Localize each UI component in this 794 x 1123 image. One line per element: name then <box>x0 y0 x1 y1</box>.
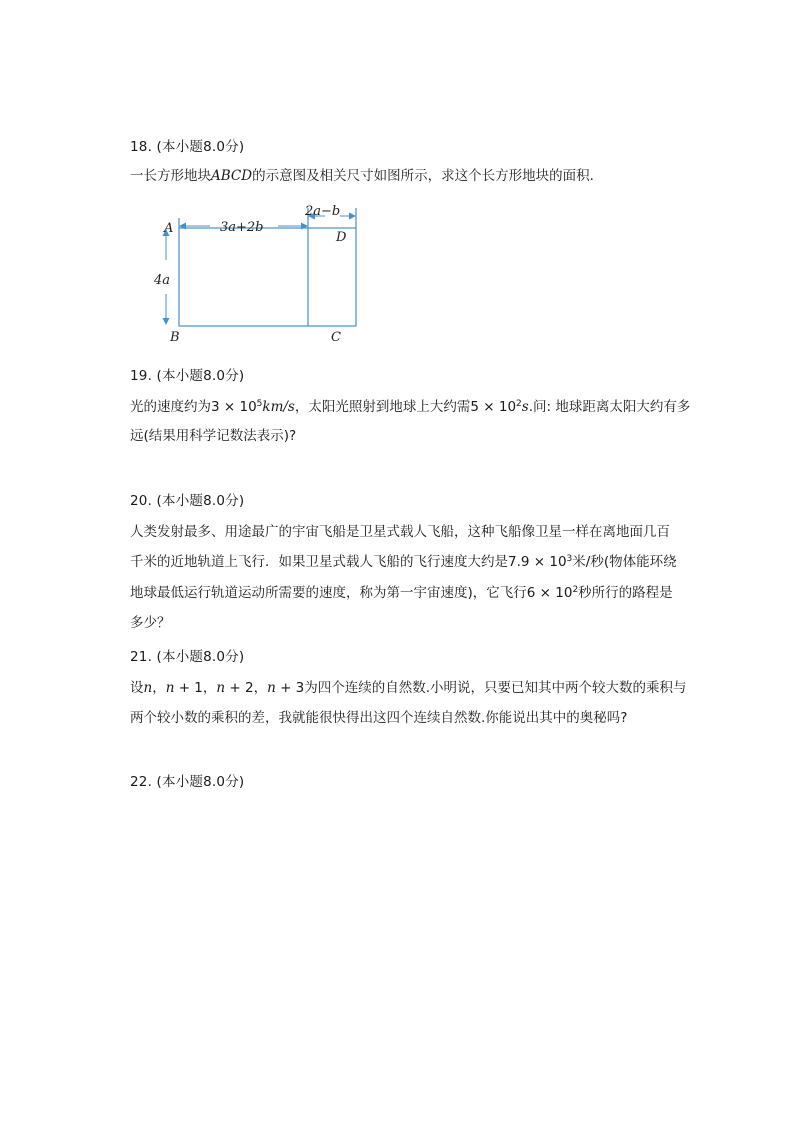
label-d: D <box>336 230 347 245</box>
q20-text-line3: 地球最低运行轨道运动所需要的速度，称为第一宇宙速度)，它飞行$6 \times 10^2$秒所行的路程是 <box>130 585 673 601</box>
q20-header: 20. (本小题8.0分) <box>130 493 245 509</box>
q20-text-line2: 千米的近地轨道上飞行．如果卫星式载人飞船的飞行速度大约是$7.9 \times 10^3$米/秒(物体能环绕 <box>130 554 677 570</box>
q19-header: 19. (本小题8.0分) <box>130 368 245 384</box>
q21-header: 21. (本小题8.0分) <box>130 649 245 665</box>
q22-header: 22. (本小题8.0分) <box>130 774 245 790</box>
dim-right-label: 2a−b <box>305 204 341 219</box>
q18-figure <box>150 200 380 345</box>
label-c: C <box>331 330 341 345</box>
label-b: B <box>170 330 180 345</box>
q21-text-line2: 两个较小数的乘积的差，我就能很快得出这四个连续自然数.你能说出其中的奥秘吗? <box>130 710 628 726</box>
q20-text-line1: 人类发射最多、用途最广的宇宙飞船是卫星式载人飞船，这种飞船像卫星一样在离地面几百 <box>130 524 670 540</box>
dim-top-label: 3a+2b <box>220 220 264 235</box>
q20-text-line4: 多少？ <box>130 615 171 631</box>
q21-text-line1: 设n，n + 1，n + 2，n + 3为四个连续的自然数.小明说，只要已知其中两个较大数的乘积与 <box>130 680 687 696</box>
q18-text: 一长方形地块ABCD的示意图及相关尺寸如图所示，求这个长方形地块的面积． <box>130 168 604 184</box>
q19-text-line1: 光的速度约为$3 \times 10^5km/s$，太阳光照射到地球上大约需$5 \times 10^2s$.问: 地球距离太阳大约有多 <box>130 399 691 415</box>
q19-text-line2: 远(结果用科学记数法表示)? <box>130 428 297 444</box>
label-a: A <box>164 221 174 236</box>
rectangle-abcd <box>179 228 356 326</box>
dim-left-label: 4a <box>154 273 171 288</box>
q18-header: 18. (本小题8.0分) <box>130 139 245 155</box>
